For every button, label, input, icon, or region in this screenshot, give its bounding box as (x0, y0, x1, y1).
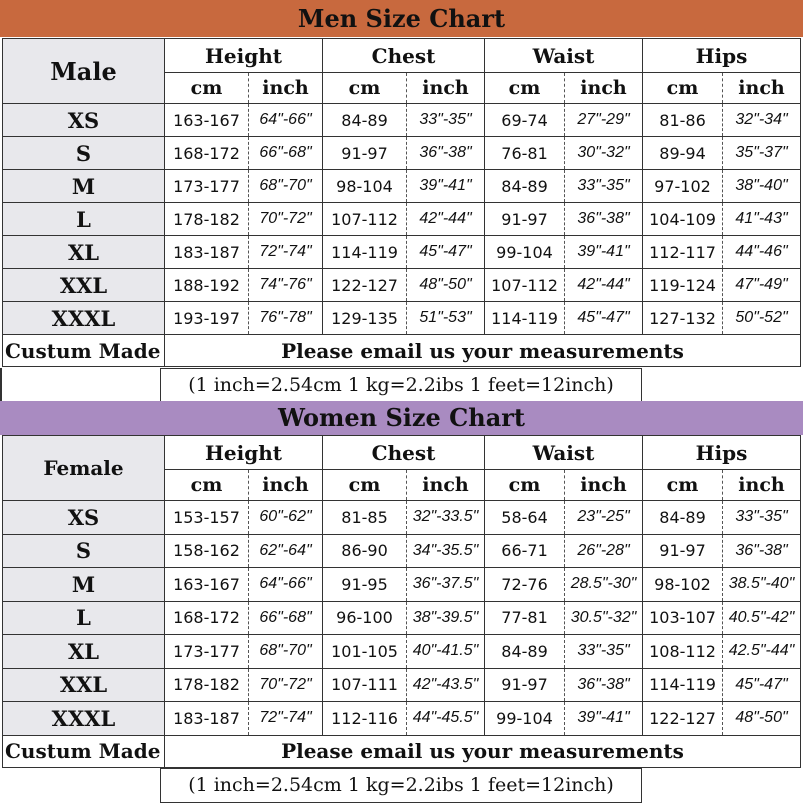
measurement-cell: 101-105 (323, 635, 407, 669)
measurement-cell: 35"-37" (723, 137, 801, 170)
measurement-cell: 163-167 (165, 568, 249, 602)
women-chart-title: Women Size Chart (0, 401, 803, 435)
unit-cm-header: cm (643, 73, 723, 104)
measurement-cell: 84-89 (643, 501, 723, 535)
measurement-cell: 60"-62" (249, 501, 323, 535)
measurement-cell: 84-89 (323, 104, 407, 137)
group-header: Waist (485, 436, 643, 470)
size-label: S (3, 137, 165, 170)
group-header: Chest (323, 39, 485, 73)
measurement-cell: 183-187 (165, 702, 249, 736)
group-header: Hips (643, 436, 801, 470)
measurement-cell: 32"-33.5" (407, 501, 485, 535)
measurement-cell: 33"-35" (565, 170, 643, 203)
measurement-cell: 36"-37.5" (407, 568, 485, 602)
measurement-cell: 98-102 (643, 568, 723, 602)
measurement-cell: 114-119 (643, 668, 723, 702)
measurement-cell: 39"-41" (565, 236, 643, 269)
measurement-cell: 96-100 (323, 601, 407, 635)
measurement-cell: 72-76 (485, 568, 565, 602)
measurement-cell: 64"-66" (249, 104, 323, 137)
size-label: M (3, 170, 165, 203)
unit-inch-header: inch (723, 470, 801, 501)
table-row (3, 702, 801, 736)
size-label: XS (3, 104, 165, 137)
unit-inch-header: inch (565, 470, 643, 501)
measurement-cell: 183-187 (165, 236, 249, 269)
table-row (3, 568, 801, 602)
row-header: Male (3, 39, 165, 104)
measurement-cell: 91-95 (323, 568, 407, 602)
measurement-cell: 107-112 (323, 203, 407, 236)
unit-cm-header: cm (485, 470, 565, 501)
unit-inch-header: inch (565, 73, 643, 104)
group-header: Waist (485, 39, 643, 73)
measurement-cell: 168-172 (165, 137, 249, 170)
unit-inch-header: inch (407, 73, 485, 104)
measurement-cell: 70"-72" (249, 668, 323, 702)
measurement-cell: 129-135 (323, 302, 407, 335)
measurement-cell: 158-162 (165, 534, 249, 568)
men-chart-title: Men Size Chart (0, 0, 803, 37)
unit-inch-header: inch (249, 73, 323, 104)
size-label: XL (3, 236, 165, 269)
men-conversion-note: (1 inch=2.54cm 1 kg=2.2ibs 1 feet=12inch) (160, 368, 642, 402)
measurement-cell: 91-97 (485, 668, 565, 702)
measurement-cell: 68"-70" (249, 635, 323, 669)
measurement-cell: 33"-35" (407, 104, 485, 137)
measurement-cell: 23"-25" (565, 501, 643, 535)
size-label: S (3, 534, 165, 568)
measurement-cell: 163-167 (165, 104, 249, 137)
table-row (3, 635, 801, 669)
measurement-cell: 97-102 (643, 170, 723, 203)
measurement-cell: 168-172 (165, 601, 249, 635)
size-label: L (3, 601, 165, 635)
table-row (3, 203, 801, 236)
size-label: XS (3, 501, 165, 535)
size-label: M (3, 568, 165, 602)
table-row (3, 668, 801, 702)
measurement-cell: 45"-47" (407, 236, 485, 269)
measurement-cell: 112-116 (323, 702, 407, 736)
measurement-cell: 32"-34" (723, 104, 801, 137)
measurement-cell: 50"-52" (723, 302, 801, 335)
measurement-cell: 108-112 (643, 635, 723, 669)
unit-cm-header: cm (323, 73, 407, 104)
measurement-cell: 86-90 (323, 534, 407, 568)
measurement-cell: 70"-72" (249, 203, 323, 236)
table-row (3, 137, 801, 170)
measurement-cell: 38"-39.5" (407, 601, 485, 635)
unit-inch-header: inch (723, 73, 801, 104)
table-row (3, 601, 801, 635)
measurement-cell: 36"-38" (565, 203, 643, 236)
size-label: XXXL (3, 702, 165, 736)
size-label: XXXL (3, 302, 165, 335)
measurement-cell: 119-124 (643, 269, 723, 302)
measurement-cell: 45"-47" (723, 668, 801, 702)
measurement-cell: 114-119 (485, 302, 565, 335)
measurement-cell: 30.5"-32" (565, 601, 643, 635)
measurement-cell: 45"-47" (565, 302, 643, 335)
measurement-cell: 91-97 (643, 534, 723, 568)
measurement-cell: 48"-50" (723, 702, 801, 736)
measurement-cell: 36"-38" (407, 137, 485, 170)
size-label: XXL (3, 269, 165, 302)
measurement-cell: 68"-70" (249, 170, 323, 203)
table-row (3, 269, 801, 302)
custom-made-label: Custum Made (3, 335, 165, 367)
table-row (3, 302, 801, 335)
measurement-cell: 58-64 (485, 501, 565, 535)
women-conversion-note: (1 inch=2.54cm 1 kg=2.2ibs 1 feet=12inch) (160, 768, 642, 803)
size-label: XL (3, 635, 165, 669)
measurement-cell: 99-104 (485, 236, 565, 269)
custom-made-label: Custum Made (3, 735, 165, 767)
measurement-cell: 76"-78" (249, 302, 323, 335)
measurement-cell: 40"-41.5" (407, 635, 485, 669)
group-header: Height (165, 436, 323, 470)
table-row (3, 236, 801, 269)
measurement-cell: 89-94 (643, 137, 723, 170)
measurement-cell: 91-97 (485, 203, 565, 236)
custom-made-message: Please email us your measurements (165, 335, 801, 367)
measurement-cell: 72"-74" (249, 702, 323, 736)
measurement-cell: 81-85 (323, 501, 407, 535)
measurement-cell: 98-104 (323, 170, 407, 203)
measurement-cell: 76-81 (485, 137, 565, 170)
measurement-cell: 30"-32" (565, 137, 643, 170)
measurement-cell: 40.5"-42" (723, 601, 801, 635)
unit-cm-header: cm (643, 470, 723, 501)
measurement-cell: 51"-53" (407, 302, 485, 335)
measurement-cell: 153-157 (165, 501, 249, 535)
measurement-cell: 39"-41" (565, 702, 643, 736)
measurement-cell: 44"-46" (723, 236, 801, 269)
unit-cm-header: cm (165, 73, 249, 104)
measurement-cell: 173-177 (165, 170, 249, 203)
women-size-table (2, 435, 801, 768)
measurement-cell: 114-119 (323, 236, 407, 269)
measurement-cell: 66"-68" (249, 137, 323, 170)
size-label: XXL (3, 668, 165, 702)
measurement-cell: 27"-29" (565, 104, 643, 137)
measurement-cell: 39"-41" (407, 170, 485, 203)
measurement-cell: 41"-43" (723, 203, 801, 236)
size-label: L (3, 203, 165, 236)
measurement-cell: 36"-38" (565, 668, 643, 702)
unit-inch-header: inch (249, 470, 323, 501)
measurement-cell: 62"-64" (249, 534, 323, 568)
measurement-cell: 47"-49" (723, 269, 801, 302)
unit-cm-header: cm (323, 470, 407, 501)
measurement-cell: 112-117 (643, 236, 723, 269)
table-row (3, 501, 801, 535)
measurement-cell: 103-107 (643, 601, 723, 635)
measurement-cell: 122-127 (643, 702, 723, 736)
measurement-cell: 33"-35" (723, 501, 801, 535)
table-row (3, 104, 801, 137)
measurement-cell: 104-109 (643, 203, 723, 236)
measurement-cell: 38.5"-40" (723, 568, 801, 602)
measurement-cell: 74"-76" (249, 269, 323, 302)
table-row (3, 534, 801, 568)
group-header: Height (165, 39, 323, 73)
measurement-cell: 178-182 (165, 203, 249, 236)
measurement-cell: 122-127 (323, 269, 407, 302)
row-header: Female (3, 436, 165, 501)
measurement-cell: 173-177 (165, 635, 249, 669)
measurement-cell: 42"-44" (407, 203, 485, 236)
measurement-cell: 42"-44" (565, 269, 643, 302)
measurement-cell: 72"-74" (249, 236, 323, 269)
measurement-cell: 26"-28" (565, 534, 643, 568)
men-size-table (2, 38, 801, 367)
measurement-cell: 66-71 (485, 534, 565, 568)
unit-cm-header: cm (165, 470, 249, 501)
group-header: Hips (643, 39, 801, 73)
measurement-cell: 69-74 (485, 104, 565, 137)
group-header: Chest (323, 436, 485, 470)
measurement-cell: 36"-38" (723, 534, 801, 568)
measurement-cell: 91-97 (323, 137, 407, 170)
measurement-cell: 107-111 (323, 668, 407, 702)
table-row (3, 170, 801, 203)
measurement-cell: 42"-43.5" (407, 668, 485, 702)
measurement-cell: 64"-66" (249, 568, 323, 602)
frame-line (0, 368, 2, 401)
measurement-cell: 38"-40" (723, 170, 801, 203)
measurement-cell: 44"-45.5" (407, 702, 485, 736)
measurement-cell: 66"-68" (249, 601, 323, 635)
measurement-cell: 188-192 (165, 269, 249, 302)
measurement-cell: 84-89 (485, 635, 565, 669)
measurement-cell: 77-81 (485, 601, 565, 635)
measurement-cell: 34"-35.5" (407, 534, 485, 568)
measurement-cell: 127-132 (643, 302, 723, 335)
custom-made-message: Please email us your measurements (165, 735, 801, 767)
measurement-cell: 33"-35" (565, 635, 643, 669)
measurement-cell: 107-112 (485, 269, 565, 302)
measurement-cell: 28.5"-30" (565, 568, 643, 602)
unit-cm-header: cm (485, 73, 565, 104)
measurement-cell: 81-86 (643, 104, 723, 137)
measurement-cell: 48"-50" (407, 269, 485, 302)
measurement-cell: 178-182 (165, 668, 249, 702)
measurement-cell: 193-197 (165, 302, 249, 335)
measurement-cell: 84-89 (485, 170, 565, 203)
measurement-cell: 42.5"-44" (723, 635, 801, 669)
measurement-cell: 99-104 (485, 702, 565, 736)
unit-inch-header: inch (407, 470, 485, 501)
